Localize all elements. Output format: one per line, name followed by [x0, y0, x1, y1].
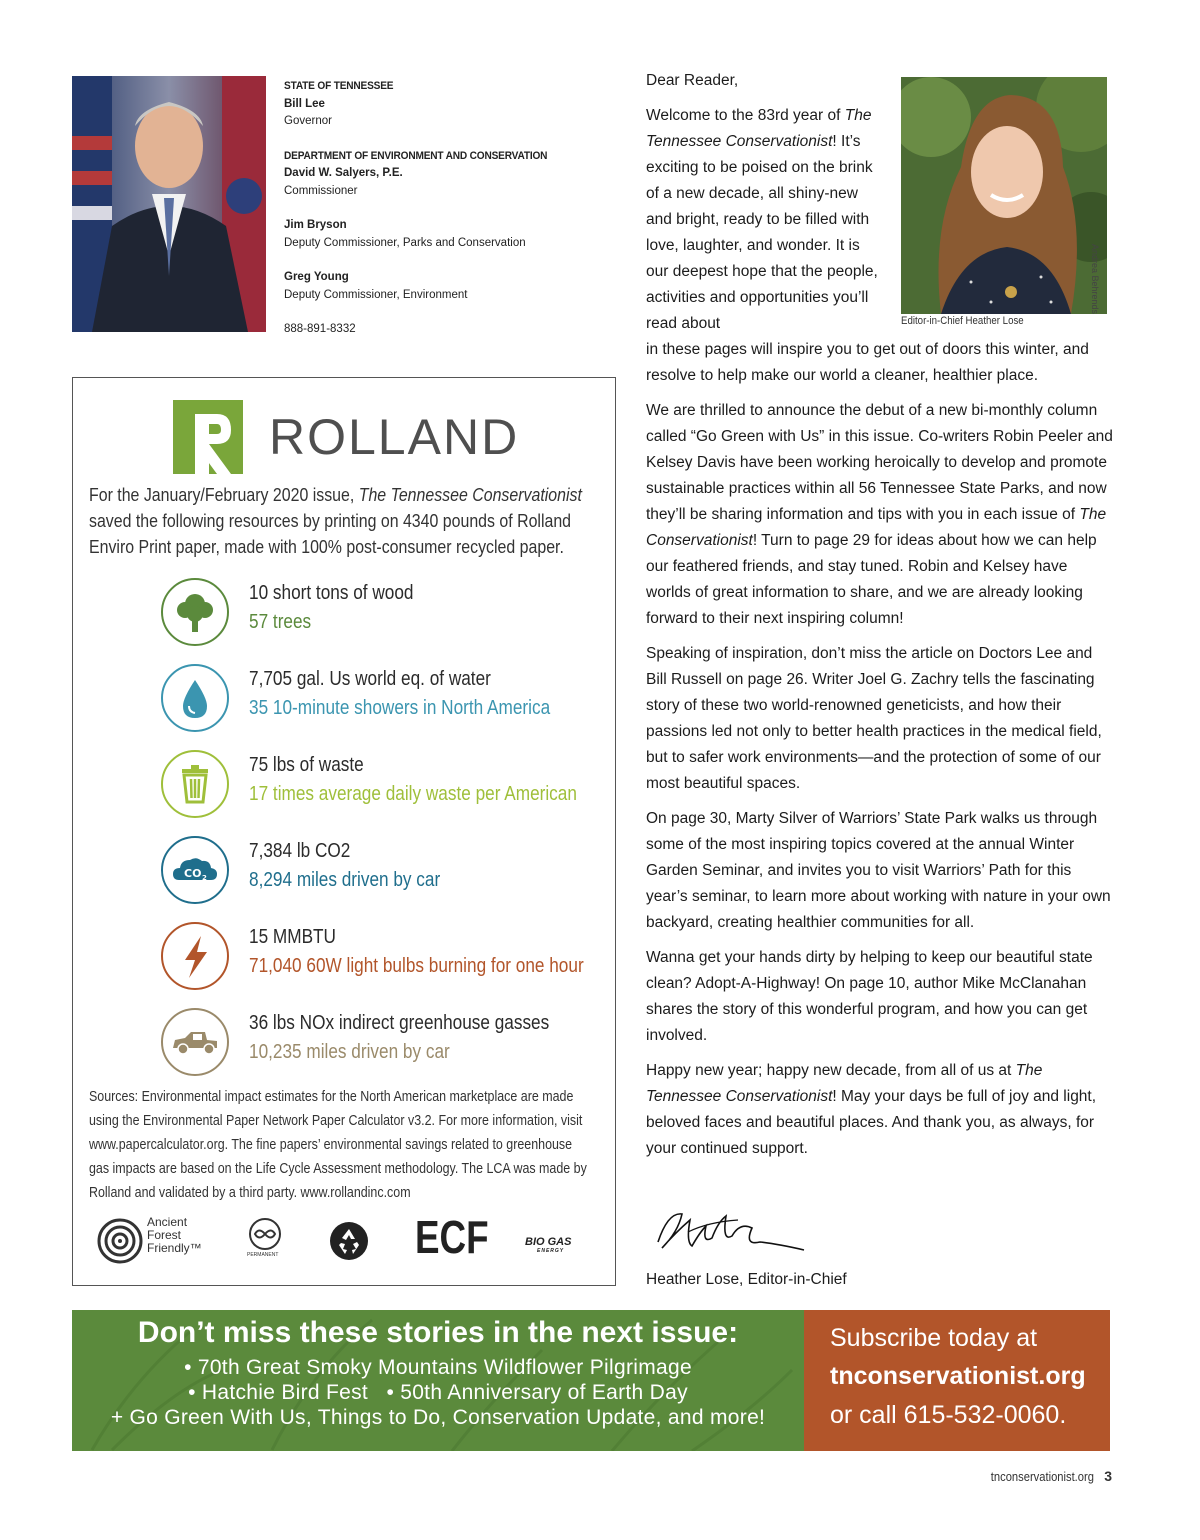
p2-text-b: ! Turn to page 29 for ideas about how we can help our feathered friends, and stay tuned. Robin and Kelsey have worlds of great information to share, and we are already looking forward to their next inspiring column! [646, 532, 1097, 627]
lightning-icon [161, 922, 229, 990]
stat-energy-line1: 15 MMBTU [249, 926, 336, 948]
stat-wood [161, 578, 601, 648]
banner-story-3: + Go Green With Us, Things to Do, Conservation Update, and more! [110, 1406, 766, 1429]
page-number: 3 [1104, 1468, 1112, 1484]
p1-text-b: ! It’s exciting to be poised on the brink of a new decade, all shiny-new and bright, ready to be filled with love, laughter, and wonder. It is our deepest hope that the people, activities and opportunities you’ll read about [646, 133, 878, 332]
svg-text:2: 2 [202, 874, 207, 882]
stat-energy [161, 922, 601, 992]
ecf-badge: ECF [415, 1211, 489, 1263]
recycle-icon [329, 1221, 369, 1261]
svg-text:CO: CO [184, 867, 202, 880]
stat-co2-line2: 8,294 miles driven by car [249, 869, 441, 891]
badge-forest: Forest [147, 1228, 182, 1242]
letter-paragraph-6 [646, 1058, 1116, 1162]
rolland-sources: Sources: Environmental impact estimates for the North American marketplace are made using the Environmental Paper Network Paper Calculator v3.2. For more information, visit www.papercalculator.org. The fine papers’ environmental savings related to greenhouse gas impacts are based on the Life Cycle Assessment methodology. The LCA was made by Rolland and validated by a third party. www.rollandinc.com [89, 1088, 587, 1201]
stat-co2 [161, 836, 601, 906]
co2-cloud-icon [161, 836, 229, 904]
water-drop-icon [161, 664, 229, 732]
biogas-badge [525, 1236, 571, 1254]
permanent-paper-badge [247, 1218, 283, 1259]
governor-name: Bill Lee [284, 97, 325, 110]
phone-number: 888-891-8332 [284, 323, 356, 335]
p2-magazine-title: The Conservationist [646, 506, 1107, 549]
subscribe-banner [804, 1310, 1110, 1451]
stat-wood-line2: 57 trees [249, 611, 312, 633]
stat-water [161, 664, 601, 734]
deputy1-name: Jim Bryson [284, 219, 347, 231]
stat-waste-line2: 17 times average daily waste per American [249, 783, 577, 805]
permanent-label: PERMANENT [247, 1252, 279, 1258]
letter-greeting: Dear Reader, [646, 72, 739, 89]
letter-paragraph-5: Wanna get your hands dirty by helping to keep our beautiful state clean? Adopt-A-Highway! On page 10, author Mike McClanahan shares the story of this wonderful program, and how you can get involved. [646, 949, 1093, 1044]
governor-photo [72, 76, 266, 332]
rolland-intro [89, 482, 605, 560]
banner-title: Don’t miss these stories in the next issue: [137, 1316, 739, 1349]
ancient-forest-friendly-badge [97, 1215, 202, 1269]
p6-text-b: ! May your days be full of joy and light, beloved faces and beautiful places. And thank you, as always, for your continued support. [646, 1088, 1097, 1157]
deputy1-title: Deputy Commissioner, Parks and Conservation [284, 236, 526, 249]
stat-waste [161, 750, 601, 820]
photo-credit: Andrea Behrends [1090, 244, 1100, 315]
intro-text-after: saved the following resources by printing on 4340 pounds of Rolland Enviro Print paper, made with 100% post-consumer recycled paper. [89, 510, 572, 557]
biogas-label: BIO GAS [525, 1236, 572, 1248]
p6-magazine-title: The Tennessee Conservationist [646, 1062, 1043, 1105]
trash-can-icon [161, 750, 229, 818]
banner-story-1: • 70th Great Smoky Mountains Wildflower Pilgrimage [184, 1356, 692, 1379]
p1-magazine-title: The Tennessee Conservationist [646, 107, 872, 150]
signature-icon [648, 1202, 808, 1264]
certification-badges [97, 1211, 597, 1268]
letter-paragraph-1 [646, 103, 882, 337]
letter-paragraph-2 [646, 398, 1116, 632]
badge-ancient: Ancient [147, 1215, 188, 1229]
next-issue-banner [72, 1310, 804, 1451]
editor-letter [646, 68, 1116, 1171]
rolland-wordmark: ROLLAND [269, 409, 520, 465]
intro-magazine-title: The Tennessee Conservationist [358, 484, 582, 505]
tree-icon [161, 578, 229, 646]
intro-text-before: For the January/February 2020 issue, [89, 484, 359, 505]
commissioner-name: David W. Salyers, P.E. [284, 167, 403, 179]
governor-title: Governor [284, 115, 332, 127]
stat-wood-line1: 10 short tons of wood [249, 582, 414, 604]
letter-paragraph-4: On page 30, Marty Silver of Warriors’ State Park walks us through some of the most inspiring topics covered at the annual Winter Garden Seminar, and invites you to visit Warriors’ Path for this year’s seminar, to learn more about working with nature in your own backyard, creating healthier communities for all. [646, 810, 1111, 931]
deputy2-title: Deputy Commissioner, Environment [284, 288, 468, 301]
subscribe-text: Subscribe today at [830, 1324, 1038, 1352]
badge-friendly: Friendly™ [147, 1241, 202, 1255]
footer-site: tnconservationist.org [991, 1469, 1095, 1484]
letter-paragraph-1-cont: in these pages will inspire you to get out of doors this winter, and resolve to help make our world a cleaner, healthier place. [646, 341, 1089, 384]
department-label: DEPARTMENT OF ENVIRONMENT AND CONSERVATION [284, 149, 548, 162]
p1-text-a: Welcome to the 83rd year of [646, 107, 845, 124]
biogas-sub: ENERGY [537, 1248, 565, 1254]
stat-water-line2: 35 10-minute showers in North America [249, 697, 551, 719]
stat-nox-line2: 10,235 miles driven by car [249, 1041, 450, 1063]
governor-info [284, 78, 604, 339]
subscribe-phone: or call 615-532-0060. [830, 1401, 1067, 1429]
stat-waste-line1: 75 lbs of waste [249, 754, 364, 776]
editor-photo-caption: Editor-in-Chief Heather Lose [901, 315, 1024, 327]
spiral-icon [97, 1218, 143, 1264]
stat-energy-line2: 71,040 60W light bulbs burning for one hour [249, 955, 584, 977]
p2-text-a: We are thrilled to announce the debut of a new bi-monthly column called “Go Green with Us” in this issue. Co-writers Robin Peeler and Kelsey Davis have been working heroically to develop and promote sustainable practices within all 56 Tennessee State Parks, and now they’ll be sharing information and tips with you in each issue of [646, 402, 1113, 523]
deputy2-name: Greg Young [284, 271, 349, 283]
rolland-ad [72, 377, 616, 1286]
rolland-logo-icon [173, 400, 243, 474]
stat-nox-line1: 36 lbs NOx indirect greenhouse gasses [249, 1012, 550, 1034]
stat-nox [161, 1008, 601, 1078]
state-label: STATE OF TENNESSEE [284, 80, 394, 92]
banner-story-2: • Hatchie Bird Fest • 50th Anniversary of Earth Day [188, 1381, 688, 1404]
infinity-icon [247, 1218, 283, 1254]
subscribe-url-link[interactable]: tnconservationist.org [830, 1362, 1086, 1390]
signoff-name: Heather Lose, Editor-in-Chief [646, 1271, 847, 1288]
stat-water-line1: 7,705 gal. Us world eq. of water [249, 668, 491, 690]
p6-text-a: Happy new year; happy new decade, from all of us at [646, 1062, 1016, 1079]
commissioner-title: Commissioner [284, 184, 358, 197]
car-icon [161, 1008, 229, 1076]
page-footer [974, 1468, 1112, 1484]
recycled-badge [329, 1221, 369, 1266]
letter-paragraph-3: Speaking of inspiration, don’t miss the article on Doctors Lee and Bill Russell on page 26. Writer Joel G. Zachry tells the fascinating story of these two world-renowned geneticists, and how their passions led not only to better health practices in the medical field, but to safer work environments—and the protection of some of our most beautiful spaces. [646, 645, 1102, 792]
stat-co2-line1: 7,384 lb CO2 [249, 840, 351, 862]
